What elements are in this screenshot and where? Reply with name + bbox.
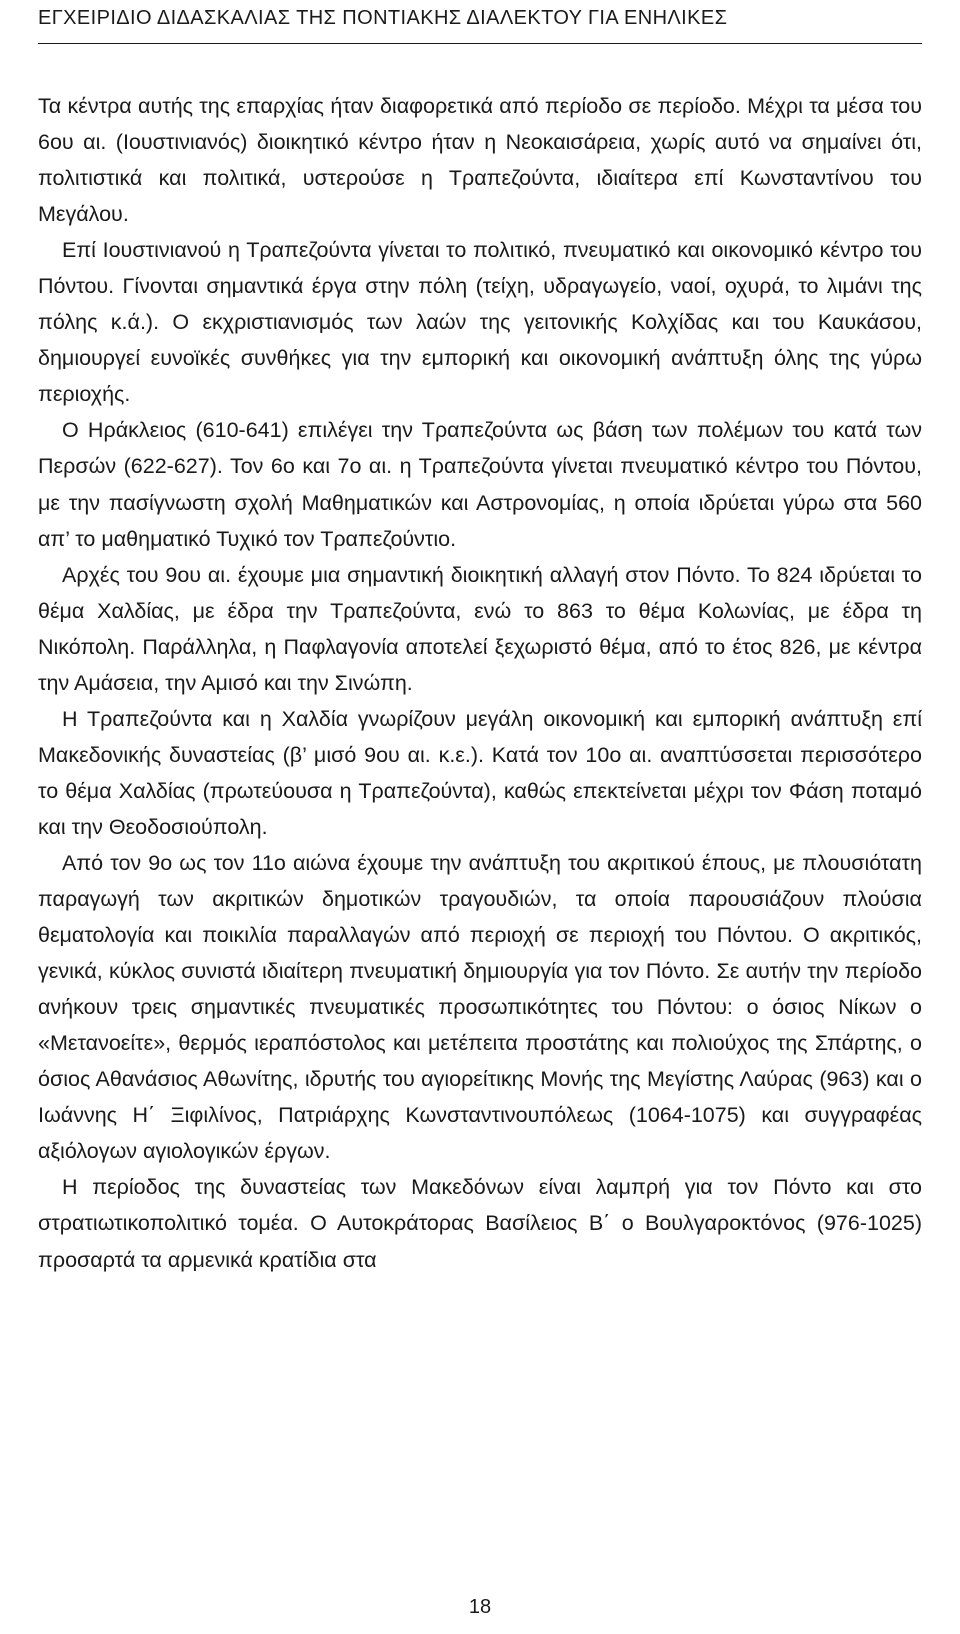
body-text xyxy=(38,88,922,1278)
page-number: 18 xyxy=(468,1596,492,1618)
header-divider xyxy=(38,43,922,44)
paragraph-1: Τα κέντρα αυτής της επαρχίας ήταν διαφορετικά από περίοδο σε περίοδο. Μέχρι τα μέσα του 6ου αι. (Ιουστινιανός) διοικητικό κέντρο ήταν η Νεοκαισάρεια, χωρίς αυτό να σημαίνει ότι, πολιτιστικά και πολιτικά, υστερούσε η Τραπεζούντα, ιδιαίτερα επί Κωνσταντίνου του Μεγάλου. xyxy=(38,94,922,227)
paragraph-7: Η περίοδος της δυναστείας των Μακεδόνων είναι λαμπρή για τον Πόντο και στο στρατιωτικοπολιτικό τομέα. Ο Αυτοκράτορας Βασίλειος Β΄ ο Βουλγαροκτόνος (976-1025) προσαρτά τα αρμενικά κρατίδια στα xyxy=(38,1175,922,1272)
paragraph-4: Αρχές του 9ου αι. έχουμε μια σημαντική διοικητική αλλαγή στον Πόντο. Το 824 ιδρύεται το θέμα Χαλδίας, με έδρα την Τραπεζούντα, ενώ το 863 το θέμα Κολωνίας, με έδρα τη Νικόπολη. Παράλληλα, η Παφλαγονία αποτελεί ξεχωριστό θέμα, από το έτος 826, με κέντρα την Αμάσεια, την Αμισό και την Σινώπη. xyxy=(38,562,922,695)
paragraph-6: Από τον 9ο ως τον 11ο αιώνα έχουμε την ανάπτυξη του ακριτικού έπους, με πλουσιότατη παραγωγή των ακριτικών δημοτικών τραγουδιών, τα οποία παρουσιάζουν πλούσια θεματολογία και ποικιλία παραλλαγών από περιοχή σε περιοχή του Πόντου. Ο ακριτικός, γενικά, κύκλος συνιστά ιδιαίτερη πνευματική δημιουργία για τον Πόντο. Σε αυτήν την περίοδο ανήκουν τρεις σημαντικές πνευματικές προσωπικότητες του Πόντου: ο όσιος Νίκων ο «Μετανοείτε», θερμός ιεραπόστολος και μετέπειτα προστάτης και πολιούχος της Σπάρτης, ο όσιος Αθανάσιος Αθωνίτης, ιδρυτής του αγιορείτικης Μονής της Μεγίστης Λαύρας (963) και ο Ιωάννης Η΄ Ξιφιλίνος, Πατριάρχης Κωνσταντινουπόλεως (1064-1075) και συγγραφέας αξιόλογων αγιολογικών έργων. xyxy=(38,850,922,1164)
paragraph-3: Ο Ηράκλειος (610-641) επιλέγει την Τραπεζούντα ως βάση των πολέμων του κατά των Περσών (622-627). Τον 6ο και 7ο αι. η Τραπεζούντα γίνεται πνευματικό κέντρο του Πόντου, με την πασίγνωστη σχολή Μαθηματικών και Αστρονομίας, η οποία ιδρύεται γύρω στα 560 απ’ το μαθηματικό Τυχικό τον Τραπεζούντιο. xyxy=(38,418,922,551)
paragraph-2: Επί Ιουστινιανού η Τραπεζούντα γίνεται το πολιτικό, πνευματικό και οικονομικό κέντρο του Πόντου. Γίνονται σημαντικά έργα στην πόλη (τείχη, υδραγωγείο, ναοί, οχυρά, το λιμάνι της πόλης κ.ά.). Ο εκχριστιανισμός των λαών της γειτονικής Κολχίδας και του Καυκάσου, δημιουργεί ευνοϊκές συνθήκες για την εμπορική και οικονομική ανάπτυξη όλης της γύρω περιοχής. xyxy=(38,238,922,407)
paragraph-5: Η Τραπεζούντα και η Χαλδία γνωρίζουν μεγάλη οικονομική και εμπορική ανάπτυξη επί Μακεδονικής δυναστείας (β’ μισό 9ου αι. κ.ε.). Κατά τον 10ο αι. αναπτύσσεται περισσότερο το θέμα Χαλδίας (πρωτεύουσα η Τραπεζούντα), καθώς επεκτείνεται μέχρι τον Φάση ποταμό και την Θεοδοσιούπολη. xyxy=(38,706,922,839)
running-header: ΕΓΧΕΙΡΙΔΙΟ ΔΙΔΑΣΚΑΛΙΑΣ ΤΗΣ ΠΟΝΤΙΑΚΗΣ ΔΙΑΛΕΚΤΟΥ ΓΙΑ ΕΝΗΛΙΚΕΣ xyxy=(38,7,728,29)
